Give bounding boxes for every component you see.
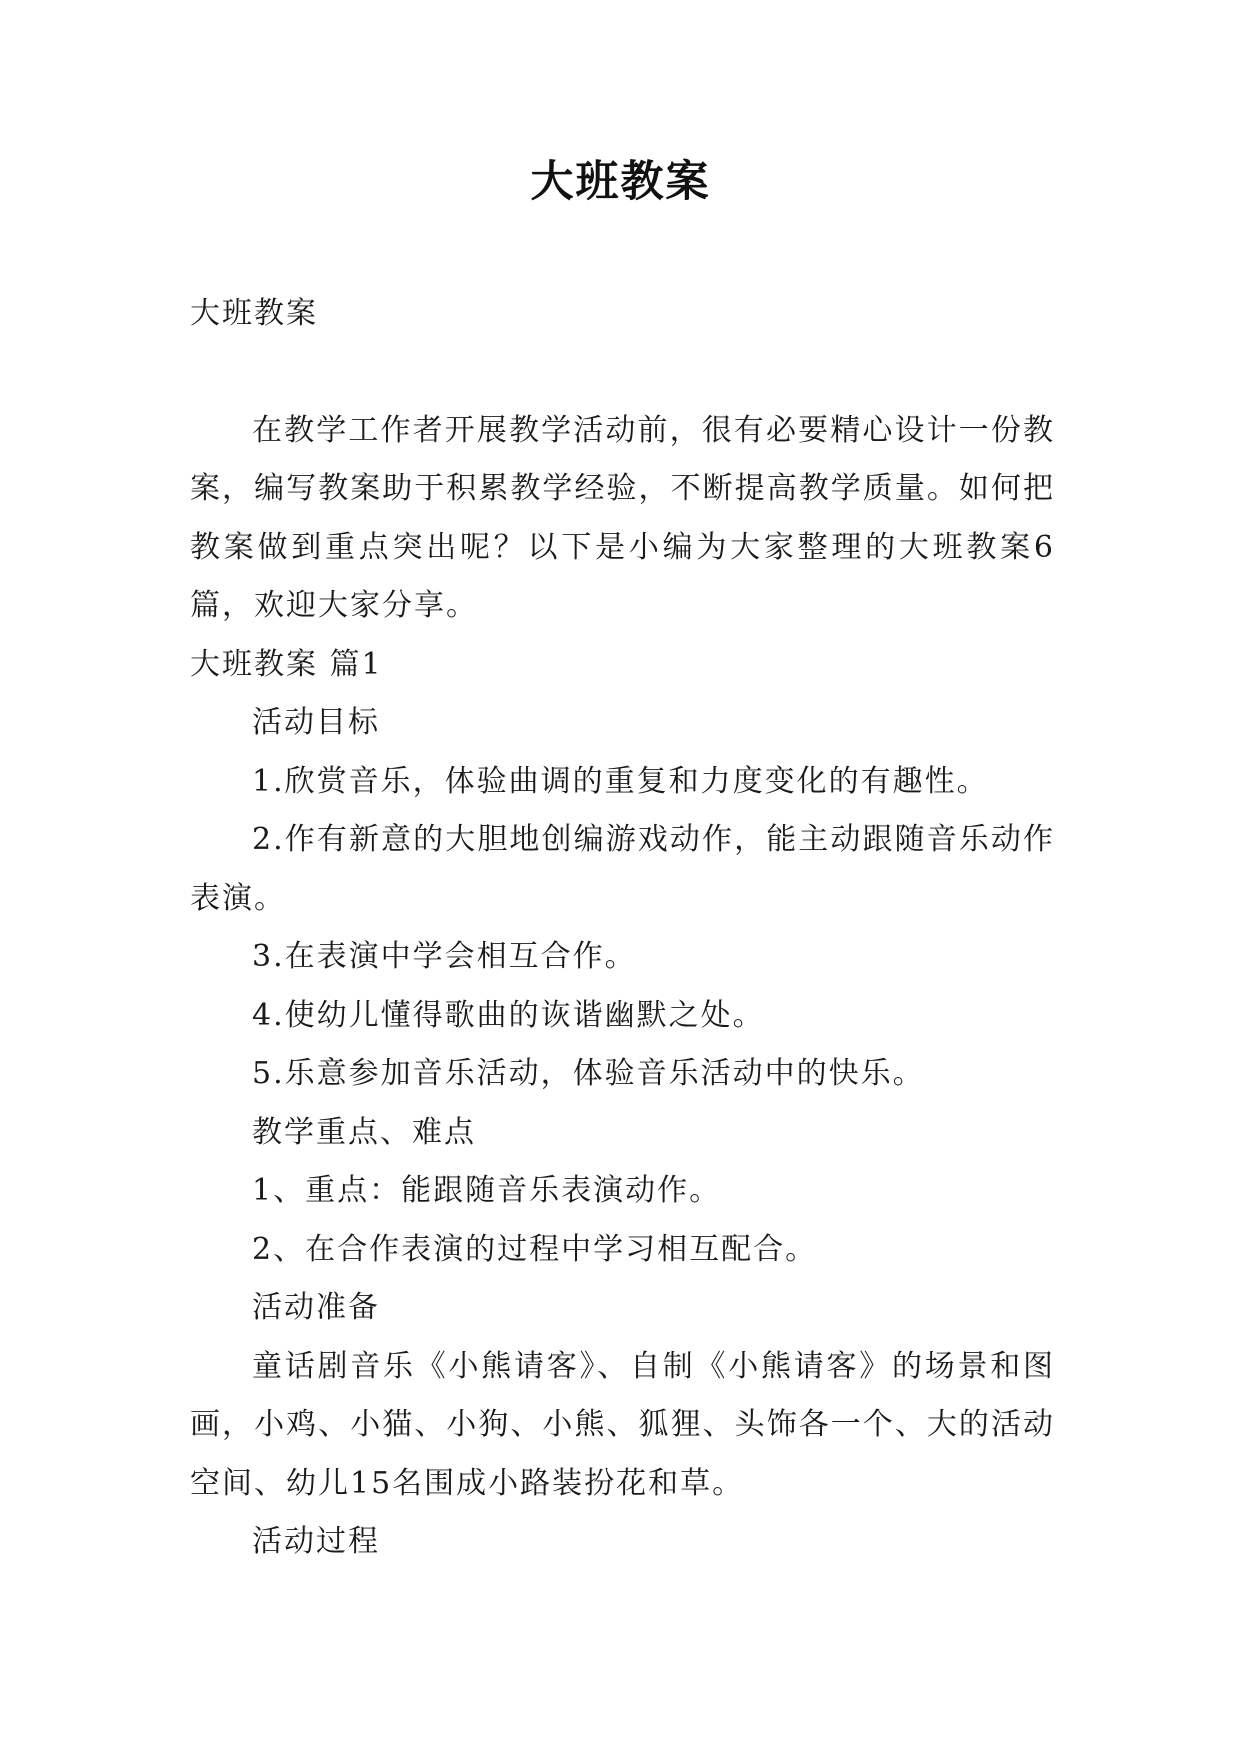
key-point-item: 2、在合作表演的过程中学习相互配合。	[252, 1231, 818, 1267]
goal-item: 4.使幼儿懂得歌曲的诙谐幽默之处。	[252, 997, 765, 1033]
goal-item: 1.欣赏音乐，体验曲调的重复和力度变化的有趣性。	[252, 763, 989, 799]
process-heading: 活动过程	[252, 1524, 380, 1559]
goals-heading: 活动目标	[252, 705, 380, 740]
key-point-item: 1、重点：能跟随音乐表演动作。	[252, 1173, 722, 1208]
document-subtitle: 大班教案	[190, 296, 318, 331]
document-body	[190, 285, 1055, 1572]
goal-item: 5.乐意参加音乐活动，体验音乐活动中的快乐。	[252, 1056, 925, 1091]
document-title: 大班教案	[530, 157, 711, 207]
goal-item: 2.作有新意的大胆地创编游戏动作，能主动跟随音乐动作表演。	[190, 822, 1055, 916]
goal-item: 3.在表演中学会相互合作。	[252, 939, 637, 974]
intro-paragraph: 在教学工作者开展教学活动前，很有必要精心设计一份教案，编写教案助于积累教学经验，不断提高教学质量。如何把教案做到重点突出呢？以下是小编为大家整理的大班教案6篇，欢迎大家分享。	[190, 412, 1055, 623]
section-heading: 大班教案 篇1	[190, 646, 383, 682]
key-points-heading: 教学重点、难点	[252, 1114, 476, 1150]
preparation-heading: 活动准备	[252, 1290, 380, 1325]
preparation-text: 童话剧音乐《小熊请客》、自制《小熊请客》的场景和图画，小鸡、小猫、小狗、小熊、狐狸、头饰各一个、大的活动空间、幼儿15名围成小路装扮花和草。	[190, 1348, 1055, 1501]
